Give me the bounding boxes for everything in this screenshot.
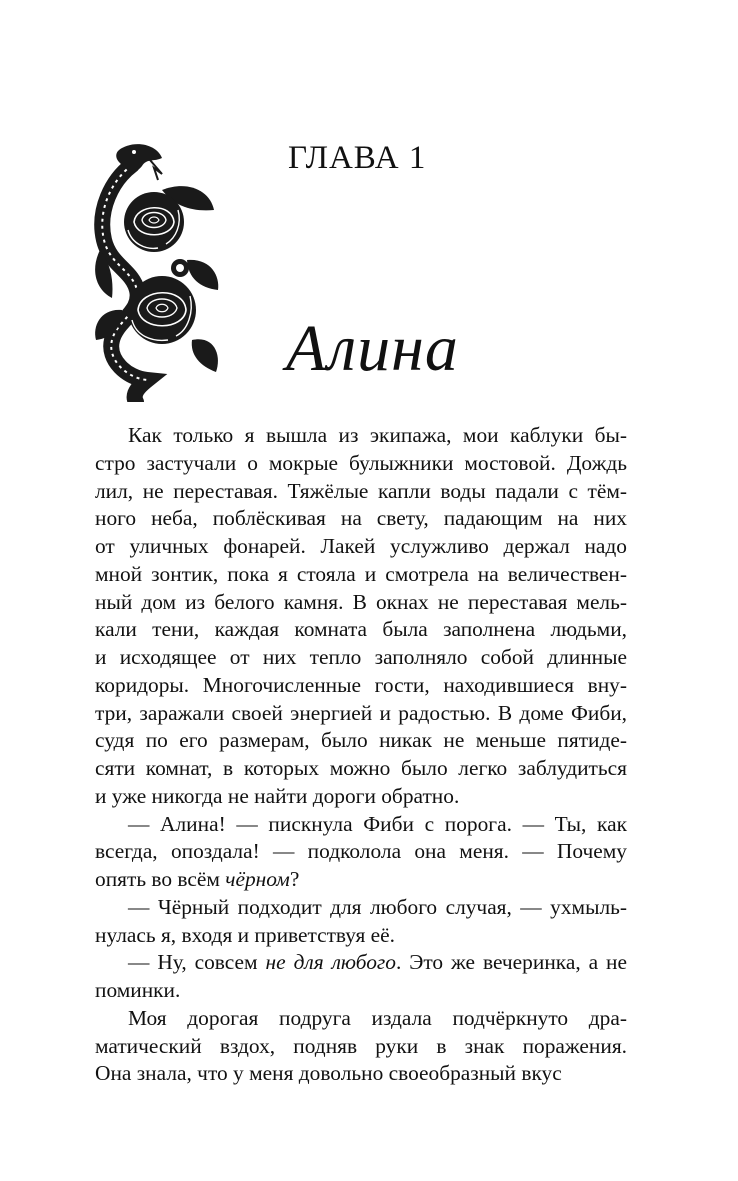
text-segment: сяти комнат, в которых можно было легко заблудиться [95, 756, 627, 780]
paragraph [95, 811, 627, 894]
text-segment: поминки. [95, 978, 181, 1002]
text-segment: мной зонтик, пока я стояла и смотрела на величествен- [95, 561, 627, 586]
text-line [95, 644, 627, 672]
text-segment: ? [289, 867, 300, 891]
text-segment: Как только я вышла из экипажа, мои каблуки бы- [128, 423, 627, 447]
text-line [95, 1033, 627, 1061]
paragraph [95, 894, 627, 950]
text-line [95, 700, 627, 728]
chapter-label: ГЛАВА 1 [288, 140, 427, 176]
text-line [95, 811, 627, 839]
text-line [95, 949, 627, 977]
text-line [95, 894, 627, 922]
paragraph [95, 949, 627, 1005]
text-segment: и исходящее от них тепло заполняло собой длинные [95, 645, 627, 669]
paragraph [95, 1005, 627, 1088]
text-segment: Она знала, что у меня довольно своеобразный вкус [95, 1061, 562, 1086]
text-line [95, 783, 627, 811]
text-line [95, 450, 627, 478]
text-line [95, 727, 627, 755]
text-line [95, 505, 627, 533]
text-segment: . Это же вечеринка, а не [395, 950, 627, 975]
text-segment: от уличных фонарей. Лакей услужливо держал надо [95, 534, 627, 558]
text-line [95, 589, 627, 617]
text-segment: опять во всём [95, 867, 226, 891]
italic-text: чёрном [225, 867, 290, 891]
chapter-body-text [95, 422, 627, 1088]
text-segment: и уже никогда не найти дороги обратно. [95, 783, 460, 808]
text-line [95, 616, 627, 644]
text-line [95, 672, 627, 700]
text-segment: ный дом из белого камня. В окнах не переставая мель- [95, 589, 627, 614]
paragraph [95, 422, 627, 811]
text-segment: стро застучали о мокрые булыжники мостовой. Дождь [95, 450, 627, 475]
text-segment: кали тени, каждая комната была заполнена людьми, [95, 617, 627, 642]
text-segment: — Чёрный подходит для любого случая, — ухмыль- [128, 894, 627, 919]
snake-roses-illustration [92, 140, 222, 402]
text-line [95, 838, 627, 866]
text-line [95, 1060, 627, 1088]
text-segment: коридоры. Многочисленные гости, находившиеся вну- [95, 672, 627, 697]
text-segment: лил, не переставая. Тяжёлые капли воды падали с тём- [95, 478, 627, 503]
text-line [95, 922, 627, 950]
text-line [95, 533, 627, 561]
text-line [95, 977, 627, 1005]
text-line [95, 866, 627, 894]
text-segment: — Ну, совсем [128, 950, 266, 975]
text-segment: три, заражали своей энергией и радостью. В доме Фиби, [95, 700, 627, 725]
chapter-title: Алина [286, 312, 459, 385]
text-segment: всегда, опоздала! — подколола она меня. — Почему [95, 839, 627, 864]
text-segment: матический вздох, подняв руки в знак поражения. [95, 1033, 627, 1058]
text-line [95, 1005, 627, 1033]
text-line [95, 478, 627, 506]
text-segment: судя по его размерам, было никак не меньше пятиде- [95, 728, 627, 753]
text-segment: нулась я, входя и приветствуя её. [95, 922, 395, 947]
text-line [95, 422, 627, 450]
text-line [95, 561, 627, 589]
text-segment: Моя дорогая подруга издала подчёркнуто дра- [128, 1005, 627, 1030]
italic-text: не для любого [265, 950, 396, 975]
text-line [95, 755, 627, 783]
text-segment: — Алина! — пискнула Фиби с порога. — Ты, как [128, 811, 627, 836]
text-segment: ного неба, поблёскивая на свету, падающим на них [95, 506, 627, 531]
